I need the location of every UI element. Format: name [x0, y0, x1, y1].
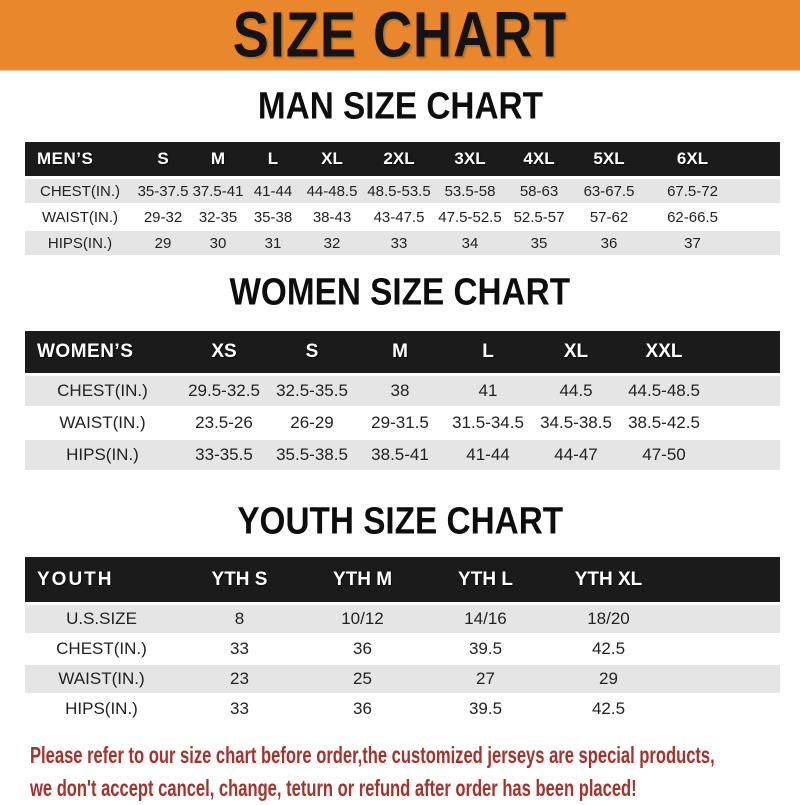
size-value-cell: 35-38	[253, 208, 293, 226]
size-value-cell: 43-47.5	[373, 208, 425, 226]
filler-cell	[670, 604, 780, 635]
size-column-header: 2XL	[363, 142, 435, 178]
filler-cell	[670, 664, 780, 694]
size-value-cell: 44-48.5	[306, 182, 358, 200]
size-column-header: S	[135, 142, 191, 178]
size-value-cell: 34.5-38.5	[540, 413, 612, 432]
size-value-cell: 8	[234, 609, 245, 628]
filler-cell	[670, 694, 780, 723]
size-column-header: XS	[180, 331, 268, 375]
size-value-cell: 29	[599, 669, 618, 688]
size-column-header: 4XL	[505, 142, 573, 178]
table-group-label: YOUTH	[25, 557, 178, 604]
size-value-cell: 63-67.5	[583, 182, 635, 200]
table-row	[25, 204, 780, 230]
size-column-header: M	[191, 142, 245, 178]
size-column-header: M	[356, 331, 444, 375]
womens-table-header-row	[25, 331, 780, 375]
filler-cell	[708, 439, 780, 470]
table-row	[25, 230, 780, 255]
table-group-label: MEN’S	[25, 142, 135, 178]
filler-cell	[670, 634, 780, 664]
filler-cell	[740, 178, 780, 205]
size-value-cell: 36	[600, 234, 618, 252]
youth-size-table	[25, 557, 780, 723]
table-row	[25, 634, 780, 664]
womens-size-table	[25, 331, 780, 470]
disclaimer	[30, 739, 800, 805]
size-value-cell: 58-63	[519, 182, 559, 200]
row-label: HIPS(IN.)	[47, 234, 113, 252]
filler-cell	[708, 331, 780, 375]
size-value-cell: 38.5-42.5	[628, 413, 700, 432]
size-value-cell: 33	[230, 639, 249, 658]
size-value-cell: 44.5-48.5	[628, 381, 700, 400]
size-value-cell: 52.5-57	[513, 208, 565, 226]
row-label: WAIST(IN.)	[59, 413, 146, 432]
size-value-cell: 67.5-72	[667, 182, 718, 200]
size-value-cell: 35.5-38.5	[276, 445, 348, 464]
size-value-cell: 23.5-26	[195, 413, 253, 432]
table-row	[25, 178, 780, 205]
size-value-cell: 29.5-32.5	[188, 381, 260, 400]
row-label: U.S.SIZE	[66, 609, 137, 628]
size-column-header: 6XL	[645, 142, 740, 178]
size-column-header: YTH S	[178, 557, 301, 604]
size-value-cell: 53.5-58	[444, 182, 496, 200]
size-value-cell: 57-62	[589, 208, 629, 226]
size-value-cell: 38.5-41	[371, 445, 429, 464]
disclaimer-line-1: Please refer to our size chart before order,the customized jerseys are special products,	[30, 741, 715, 769]
women-size-chart-heading-text: WOMEN SIZE CHART	[229, 270, 571, 314]
size-column-header: 5XL	[573, 142, 645, 178]
row-label: HIPS(IN.)	[65, 699, 138, 718]
size-value-cell: 44-47	[554, 445, 598, 464]
man-size-chart-heading	[0, 84, 800, 129]
size-column-header: XL	[532, 331, 620, 375]
size-value-cell: 47.5-52.5	[438, 208, 502, 226]
size-value-cell: 41-44	[253, 182, 293, 200]
size-value-cell: 38	[390, 381, 410, 400]
size-value-cell: 23	[230, 669, 249, 688]
size-value-cell: 44.5	[559, 381, 593, 400]
row-label: CHEST(IN.)	[40, 182, 120, 200]
youth-table-header-row	[25, 557, 780, 604]
size-value-cell: 39.5	[468, 639, 503, 658]
size-value-cell: 39.5	[468, 699, 503, 718]
size-value-cell: 38-43	[312, 208, 352, 226]
women-size-chart-heading	[0, 270, 800, 315]
youth-size-chart-heading	[0, 499, 800, 544]
disclaimer-line-2: we don't accept cancel, change, teturn or refund after order has been placed!	[30, 774, 637, 802]
size-value-cell: 35-37.5	[137, 182, 189, 200]
row-label: WAIST(IN.)	[41, 208, 119, 226]
size-value-cell: 41-44	[466, 445, 510, 464]
size-value-cell: 41	[478, 381, 498, 400]
filler-cell	[708, 407, 780, 439]
table-row	[25, 375, 780, 408]
size-column-header: YTH L	[424, 557, 547, 604]
size-value-cell: 31.5-34.5	[452, 413, 524, 432]
size-value-cell: 32	[323, 234, 341, 252]
size-value-cell: 29-31.5	[371, 413, 429, 432]
size-value-cell: 29	[154, 234, 172, 252]
youth-size-chart-heading-text: YOUTH SIZE CHART	[237, 499, 563, 543]
size-value-cell: 42.5	[591, 639, 626, 658]
size-value-cell: 47-50	[642, 445, 686, 464]
size-value-cell: 14/16	[464, 609, 507, 628]
size-value-cell: 37.5-41	[192, 182, 244, 200]
banner-title: SIZE CHART	[232, 0, 568, 71]
table-row	[25, 664, 780, 694]
size-value-cell: 29-32	[143, 208, 183, 226]
table-row	[25, 407, 780, 439]
size-value-cell: 37	[684, 234, 701, 252]
size-column-header: YTH M	[301, 557, 424, 604]
row-label: CHEST(IN.)	[56, 639, 147, 658]
filler-cell	[740, 230, 780, 255]
row-label: CHEST(IN.)	[57, 381, 148, 400]
size-value-cell: 32.5-35.5	[276, 381, 348, 400]
size-column-header: YTH XL	[547, 557, 670, 604]
table-row	[25, 604, 780, 635]
size-value-cell: 36	[353, 639, 372, 658]
size-value-cell: 62-66.5	[667, 208, 718, 226]
filler-cell	[670, 557, 780, 604]
table-row	[25, 694, 780, 723]
size-value-cell: 25	[353, 669, 372, 688]
size-value-cell: 34	[461, 234, 479, 252]
size-value-cell: 18/20	[587, 609, 630, 628]
size-column-header: S	[268, 331, 356, 375]
mens-table-header-row	[25, 142, 780, 178]
size-value-cell: 36	[353, 699, 372, 718]
size-chart-banner	[0, 0, 800, 71]
mens-size-table	[25, 142, 780, 255]
man-size-chart-heading-text: MAN SIZE CHART	[257, 84, 543, 128]
size-value-cell: 26-29	[290, 413, 334, 432]
size-column-header: XL	[301, 142, 363, 178]
size-column-header: L	[444, 331, 532, 375]
size-value-cell: 10/12	[341, 609, 384, 628]
size-value-cell: 35	[530, 234, 548, 252]
size-value-cell: 33-35.5	[195, 445, 253, 464]
size-value-cell: 42.5	[591, 699, 626, 718]
size-value-cell: 48.5-53.5	[367, 182, 431, 200]
table-row	[25, 439, 780, 470]
filler-cell	[708, 375, 780, 408]
filler-cell	[740, 204, 780, 230]
size-value-cell: 32-35	[198, 208, 238, 226]
filler-cell	[740, 142, 780, 178]
size-value-cell: 27	[476, 669, 495, 688]
size-column-header: XXL	[620, 331, 708, 375]
row-label: WAIST(IN.)	[58, 669, 145, 688]
table-group-label: WOMEN’S	[25, 331, 180, 375]
size-column-header: L	[245, 142, 301, 178]
row-label: HIPS(IN.)	[66, 445, 139, 464]
size-value-cell: 33	[230, 699, 249, 718]
size-value-cell: 31	[264, 234, 282, 252]
size-value-cell: 33	[390, 234, 408, 252]
size-column-header: 3XL	[435, 142, 505, 178]
size-value-cell: 30	[209, 234, 227, 252]
